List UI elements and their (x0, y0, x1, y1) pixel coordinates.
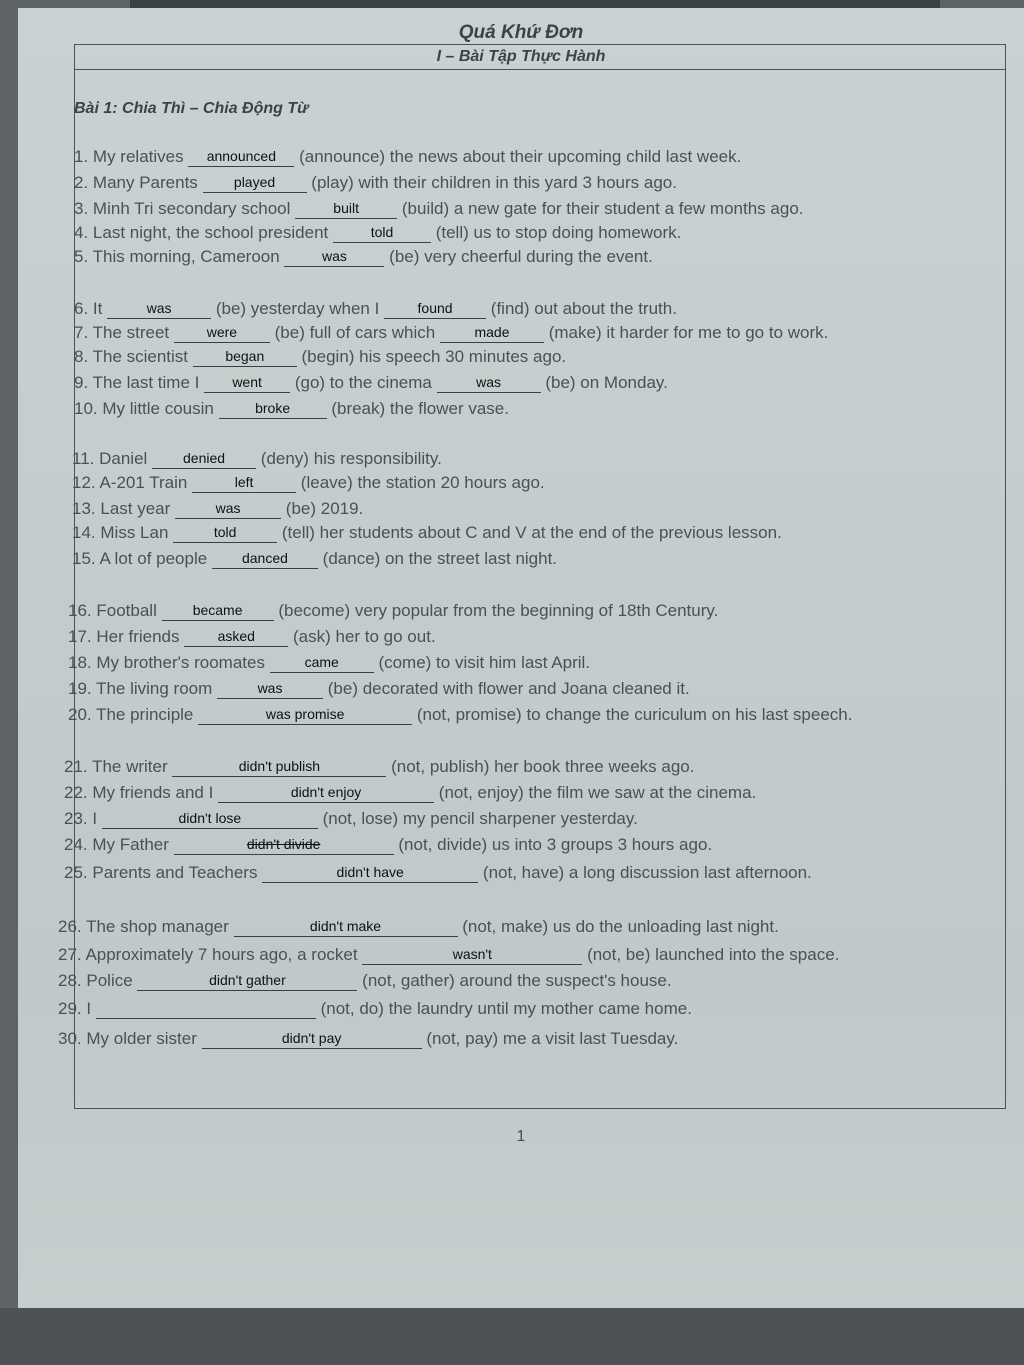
answer-blank[interactable] (384, 298, 486, 319)
question-row (58, 998, 958, 1022)
question-text: (ask) her to go out. (292, 627, 436, 646)
desk-surface (0, 1308, 1024, 1365)
question-text: The street (92, 323, 170, 342)
answer-blank[interactable] (262, 862, 478, 883)
question-row (58, 944, 958, 968)
question-number: 19. (68, 679, 92, 698)
question-text: (be) full of cars which (274, 323, 436, 342)
question-text: (come) to visit him last April. (378, 653, 591, 672)
question-text: (go) to the cinema (294, 373, 432, 392)
question-number: 12. (72, 473, 96, 492)
answer-blank[interactable] (184, 626, 288, 647)
question-text: (not, gather) around the suspect's house. (362, 971, 672, 990)
question-text: Her friends (96, 627, 180, 646)
question-number: 21. (64, 757, 88, 776)
question-row (68, 678, 968, 702)
question-text: I (92, 809, 98, 828)
question-row (74, 146, 974, 170)
question-row (68, 626, 968, 650)
question-number: 9. (74, 373, 89, 392)
question-text: (build) a new gate for their student a few months ago. (401, 199, 804, 218)
answer-text: played (233, 174, 276, 190)
answer-blank[interactable] (175, 498, 281, 519)
question-text: The shop manager (86, 917, 229, 936)
worksheet-page (18, 8, 1024, 1308)
question-text: Police (86, 971, 133, 990)
question-row (74, 222, 974, 246)
question-text: (tell) us to stop doing homework. (435, 223, 682, 242)
question-number: 16. (68, 601, 92, 620)
answer-blank[interactable] (217, 678, 323, 699)
question-text: The writer (92, 757, 168, 776)
answer-blank[interactable] (173, 522, 277, 543)
answer-text: was (215, 500, 241, 516)
answer-text: told (213, 524, 237, 540)
question-number: 11. (72, 449, 95, 468)
question-row (72, 498, 972, 522)
question-number: 18. (68, 653, 92, 672)
answer-blank[interactable] (204, 372, 290, 393)
question-row (64, 782, 964, 806)
question-number: 8. (74, 347, 89, 366)
answer-blank[interactable] (174, 322, 270, 343)
answer-text: went (232, 374, 262, 390)
answer-blank[interactable] (437, 372, 541, 393)
answer-blank[interactable] (162, 600, 274, 621)
answer-text: became (192, 602, 243, 618)
question-number: 20. (68, 705, 92, 724)
answer-text: was (257, 680, 283, 696)
answer-blank[interactable] (362, 944, 582, 965)
question-row (58, 970, 958, 994)
question-number: 26. (58, 917, 82, 936)
answer-text: didn't gather (209, 972, 286, 988)
answer-blank[interactable] (137, 970, 357, 991)
question-number: 23. (64, 809, 88, 828)
question-row (72, 472, 972, 496)
question-number: 15. (72, 549, 96, 568)
question-text: (tell) her students about C and V at the end of the previous lesson. (281, 523, 782, 542)
answer-text: didn't divide (246, 836, 321, 852)
answer-blank[interactable] (102, 808, 318, 829)
answer-blank[interactable] (152, 448, 256, 469)
answer-blank[interactable] (193, 346, 297, 367)
answer-text: broke (255, 400, 291, 416)
question-text: (dance) on the street last night. (322, 549, 558, 568)
question-text: Football (96, 601, 157, 620)
question-row (58, 1028, 958, 1052)
answer-text: found (417, 300, 453, 316)
question-row (68, 704, 968, 728)
question-number: 1. (74, 147, 89, 166)
answer-blank[interactable] (172, 756, 386, 777)
question-number: 25. (64, 863, 88, 882)
question-number: 30. (58, 1029, 82, 1048)
question-row (68, 600, 968, 624)
question-number: 17. (68, 627, 92, 646)
answer-text: told (370, 224, 394, 240)
answer-text: asked (217, 628, 255, 644)
question-text: My little cousin (102, 399, 214, 418)
answer-blank[interactable] (192, 472, 296, 493)
question-text: A lot of people (99, 549, 208, 568)
question-number: 13. (72, 499, 96, 518)
question-text: (break) the flower vase. (331, 399, 509, 418)
question-row (74, 198, 974, 222)
answer-text: didn't lose (178, 810, 242, 826)
answer-text: was (146, 300, 172, 316)
question-text: (not, divide) us into 3 groups 3 hours ago. (398, 835, 713, 854)
question-text: My friends and I (92, 783, 214, 802)
question-number: 2. (74, 173, 89, 192)
question-number: 5. (74, 247, 89, 266)
question-row (58, 916, 958, 940)
question-text: (find) out about the truth. (490, 299, 677, 318)
question-text: (be) yesterday when I (215, 299, 380, 318)
question-row (64, 808, 964, 832)
question-row (74, 346, 974, 370)
question-number: 7. (74, 323, 89, 342)
answer-text: began (225, 348, 265, 364)
question-text: Last night, the school president (92, 223, 329, 242)
question-text: This morning, Cameroon (92, 247, 280, 266)
question-text: (make) it harder for me to go to work. (548, 323, 829, 342)
question-row (64, 862, 964, 886)
question-text: Daniel (99, 449, 148, 468)
answer-blank[interactable] (295, 198, 397, 219)
question-text: (deny) his responsibility. (260, 449, 442, 468)
answer-text: danced (241, 550, 288, 566)
answer-blank[interactable] (284, 246, 384, 267)
question-number: 3. (74, 199, 89, 218)
question-text: My brother's roomates (96, 653, 265, 672)
question-row (68, 652, 968, 676)
question-text: (play) with their children in this yard 3 hours ago. (311, 173, 677, 192)
answer-text: were (206, 324, 238, 340)
answer-text: denied (183, 450, 226, 466)
question-row (64, 756, 964, 780)
question-text: Parents and Teachers (92, 863, 258, 882)
answer-blank[interactable] (203, 172, 307, 193)
answer-text: didn't pay (281, 1030, 342, 1046)
question-row (72, 548, 972, 572)
question-text: I (86, 999, 92, 1018)
answer-text: announced (206, 148, 276, 164)
answer-text: made (474, 324, 510, 340)
question-text: (be) 2019. (285, 499, 364, 518)
exercise-heading: Bài 1: Chia Thì – Chia Động Từ (74, 100, 309, 117)
question-text: (not, promise) to change the curiculum on his last speech. (416, 705, 853, 724)
answer-blank[interactable] (333, 222, 431, 243)
answer-blank[interactable] (198, 704, 412, 725)
answer-blank[interactable] (270, 652, 374, 673)
answer-text: was (476, 374, 502, 390)
page-number: 1 (516, 1128, 526, 1145)
answer-blank[interactable] (107, 298, 211, 319)
answer-blank[interactable] (440, 322, 544, 343)
question-row (74, 372, 974, 396)
question-text: (not, do) the laundry until my mother came home. (320, 999, 692, 1018)
question-text: (be) on Monday. (545, 373, 668, 392)
question-row (74, 322, 974, 346)
answer-blank[interactable] (174, 834, 394, 855)
question-row (72, 522, 972, 546)
question-text: It (92, 299, 103, 318)
answer-text: didn't make (309, 918, 382, 934)
answer-blank[interactable] (202, 1028, 422, 1049)
answer-text: came (304, 654, 339, 670)
question-row (74, 246, 974, 270)
question-text: (become) very popular from the beginning of 18th Century. (278, 601, 719, 620)
answer-blank[interactable] (188, 146, 294, 167)
question-text: The principle (96, 705, 194, 724)
question-text: The last time I (92, 373, 200, 392)
question-text: (not, enjoy) the film we saw at the cinema. (438, 783, 757, 802)
question-row (74, 398, 974, 422)
answer-text: didn't have (336, 864, 404, 880)
question-number: 28. (58, 971, 82, 990)
answer-text: left (234, 474, 254, 490)
question-text: The living room (96, 679, 213, 698)
question-number: 29. (58, 999, 82, 1018)
answer-text: was promise (265, 706, 345, 722)
question-number: 27. (58, 945, 82, 964)
answer-blank[interactable] (212, 548, 318, 569)
question-text: (not, pay) me a visit last Tuesday. (426, 1029, 679, 1048)
question-text: (be) very cheerful during the event. (389, 247, 653, 266)
answer-text: wasn't (452, 946, 492, 962)
question-text: (not, be) launched into the space. (587, 945, 840, 964)
answer-blank[interactable] (219, 398, 327, 419)
question-number: 4. (74, 223, 89, 242)
question-number: 6. (74, 299, 89, 318)
question-text: A-201 Train (99, 473, 188, 492)
answer-text: didn't publish (238, 758, 321, 774)
answer-blank[interactable] (234, 916, 458, 937)
question-text: Approximately 7 hours ago, a rocket (85, 945, 358, 964)
question-number: 14. (72, 523, 96, 542)
question-text: (be) decorated with flower and Joana cleaned it. (327, 679, 690, 698)
question-text: Minh Tri secondary school (92, 199, 291, 218)
question-text: My Father (92, 835, 169, 854)
question-text: (announce) the news about their upcoming child last week. (299, 147, 742, 166)
question-row (74, 172, 974, 196)
answer-text: was (321, 248, 347, 264)
question-text: (not, have) a long discussion last afternoon. (482, 863, 812, 882)
answer-blank[interactable] (96, 998, 316, 1019)
question-text: (not, lose) my pencil sharpener yesterday. (322, 809, 638, 828)
question-text: The scientist (92, 347, 189, 366)
page-subtitle: I – Bài Tập Thực Hành (436, 48, 606, 65)
question-text: My older sister (86, 1029, 197, 1048)
answer-blank[interactable] (218, 782, 434, 803)
answer-text: didn't enjoy (290, 784, 362, 800)
question-text: Many Parents (92, 173, 198, 192)
question-text: My relatives (92, 147, 184, 166)
question-row (72, 448, 972, 472)
answer-text: built (333, 200, 359, 216)
question-number: 22. (64, 783, 88, 802)
question-number: 10. (74, 399, 98, 418)
question-text: Last year (100, 499, 171, 518)
question-text: (not, make) us do the unloading last night. (462, 917, 779, 936)
question-number: 24. (64, 835, 88, 854)
question-text: (not, publish) her book three weeks ago. (391, 757, 695, 776)
question-text: Miss Lan (100, 523, 169, 542)
question-row (74, 298, 974, 322)
question-text: (leave) the station 20 hours ago. (300, 473, 545, 492)
question-row (64, 834, 964, 858)
page-title: Quá Khứ Đơn (458, 22, 584, 43)
question-text: (begin) his speech 30 minutes ago. (301, 347, 567, 366)
